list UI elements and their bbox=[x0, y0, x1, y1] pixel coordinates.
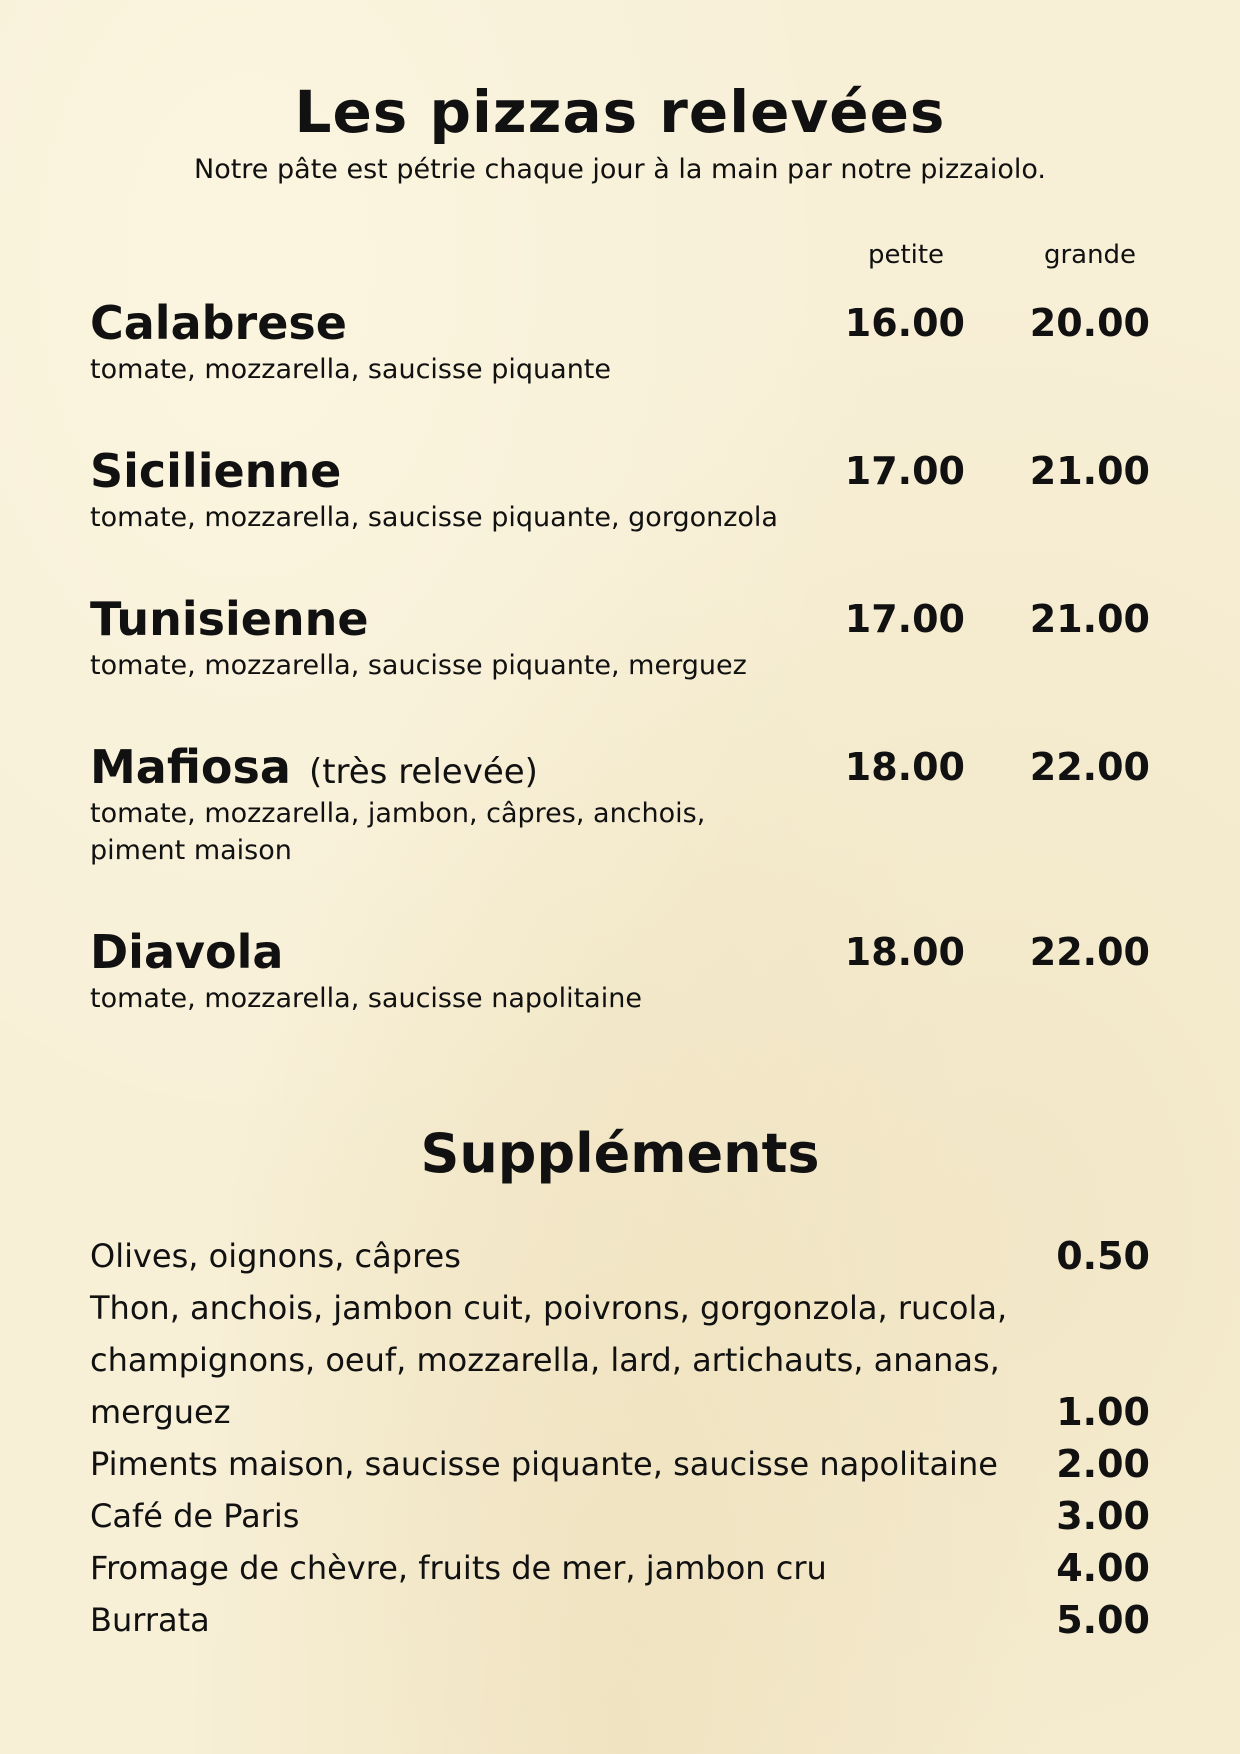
supplement-text: Thon, anchois, jambon cuit, poivrons, gorgonzola, rucola, champignons, oeuf, mozzarella, lard, artichauts, ananas, merguez bbox=[90, 1289, 1008, 1431]
supplement-text: Burrata bbox=[90, 1601, 210, 1639]
pizza-name: Tunisienne bbox=[90, 592, 369, 646]
pizza-item-tunisienne bbox=[90, 591, 1150, 684]
supplements-title: Suppléments bbox=[420, 1122, 820, 1185]
price-grande: 22.00 bbox=[1029, 930, 1150, 974]
pizza-name: Calabrese bbox=[90, 296, 347, 350]
price-petite: 17.00 bbox=[844, 597, 965, 641]
price-grande: 20.00 bbox=[1029, 301, 1150, 345]
pizza-description: tomate, mozzarella, saucisse piquante bbox=[90, 354, 612, 385]
pizza-name: Diavola bbox=[90, 925, 284, 979]
supplement-price: 1.00 bbox=[1056, 1390, 1150, 1434]
pizza-item-mafiosa bbox=[90, 739, 1150, 869]
price-grande: 21.00 bbox=[1029, 597, 1150, 641]
pizza-item-sicilienne bbox=[90, 443, 1150, 536]
price-petite: 18.00 bbox=[844, 745, 965, 789]
supplements-list bbox=[90, 1230, 1150, 1646]
supplement-row bbox=[90, 1490, 1150, 1542]
column-header-petite: petite bbox=[867, 240, 945, 270]
pizza-description: tomate, mozzarella, saucisse piquante, gorgonzola bbox=[90, 502, 778, 533]
price-grande: 22.00 bbox=[1029, 745, 1150, 789]
pizza-description: tomate, mozzarella, jambon, câpres, anchois, piment maison bbox=[90, 798, 706, 866]
supplement-price: 4.00 bbox=[1056, 1546, 1150, 1590]
column-header-grande: grande bbox=[1043, 240, 1137, 270]
supplement-price: 5.00 bbox=[1056, 1598, 1150, 1642]
supplement-text: Olives, oignons, câpres bbox=[90, 1237, 461, 1275]
price-grande: 21.00 bbox=[1029, 449, 1150, 493]
supplement-text: Fromage de chèvre, fruits de mer, jambon cru bbox=[90, 1549, 827, 1587]
supplement-price: 0.50 bbox=[1056, 1234, 1150, 1278]
pizza-description: tomate, mozzarella, saucisse napolitaine bbox=[90, 983, 642, 1014]
supplement-row bbox=[90, 1594, 1150, 1646]
supplement-row bbox=[90, 1438, 1150, 1490]
supplement-price: 2.00 bbox=[1056, 1442, 1150, 1486]
price-petite: 17.00 bbox=[844, 449, 965, 493]
page-subtitle: Notre pâte est pétrie chaque jour à la main par notre pizzaiolo. bbox=[194, 154, 1046, 185]
supplement-row bbox=[90, 1542, 1150, 1594]
pizza-spice-note: (très relevée) bbox=[308, 752, 538, 792]
pizza-item-diavola bbox=[90, 924, 1150, 1017]
supplement-text: Piments maison, saucisse piquante, saucisse napolitaine bbox=[90, 1445, 998, 1483]
price-petite: 16.00 bbox=[844, 301, 965, 345]
page-title: Les pizzas relevées bbox=[294, 78, 946, 146]
supplement-row bbox=[90, 1282, 1150, 1438]
pizza-name: Sicilienne bbox=[90, 444, 342, 498]
supplement-row bbox=[90, 1230, 1150, 1282]
pizza-name: Mafiosa bbox=[90, 740, 291, 794]
price-petite: 18.00 bbox=[844, 930, 965, 974]
supplement-price: 3.00 bbox=[1056, 1494, 1150, 1538]
pizza-item-calabrese bbox=[90, 295, 1150, 388]
pizza-description: tomate, mozzarella, saucisse piquante, merguez bbox=[90, 650, 747, 681]
supplement-text: Café de Paris bbox=[90, 1497, 300, 1535]
